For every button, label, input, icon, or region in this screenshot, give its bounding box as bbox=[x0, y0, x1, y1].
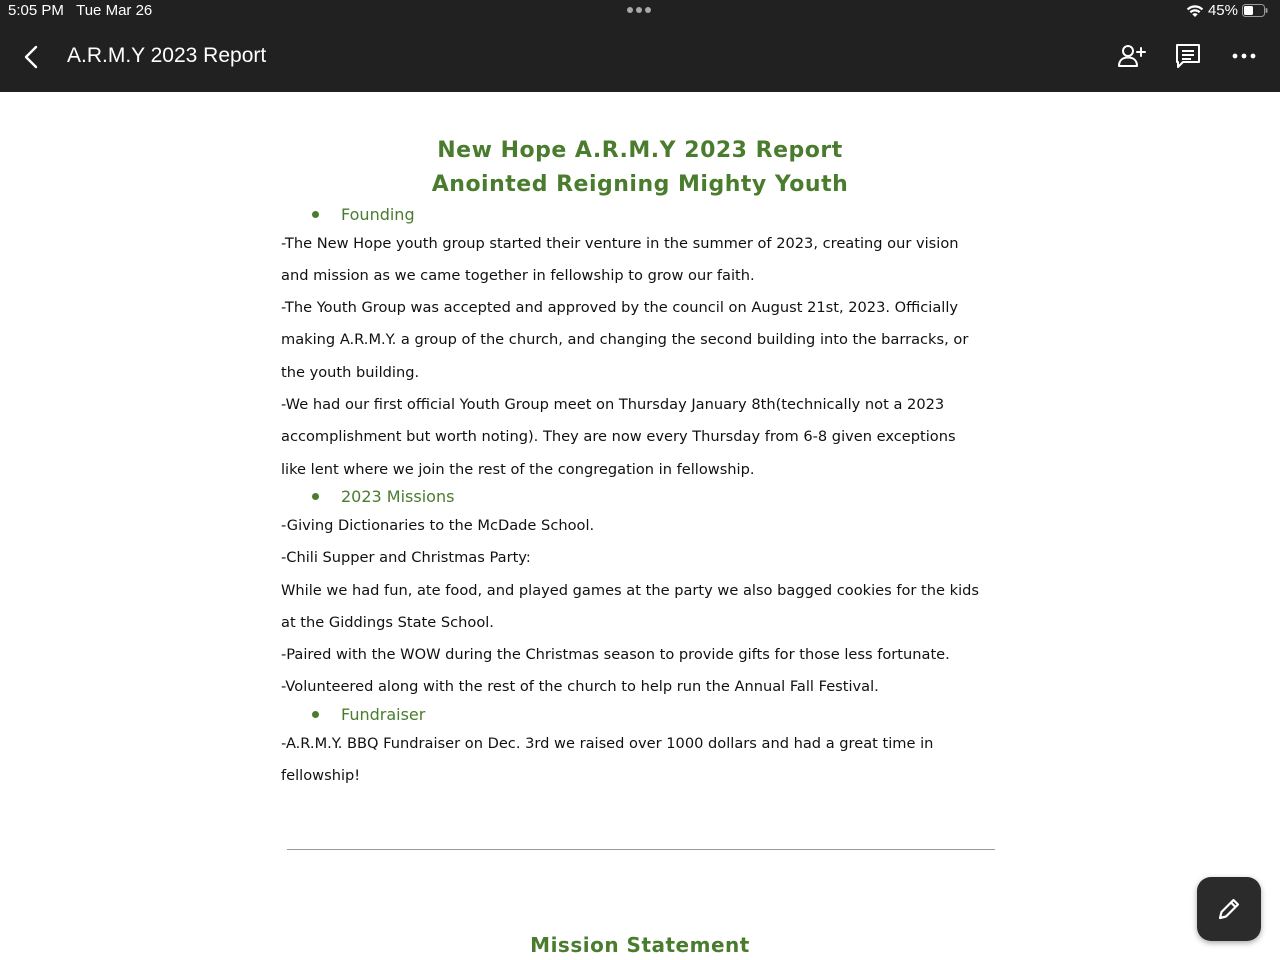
body-line: -Giving Dictionaries to the McDade School. bbox=[281, 517, 595, 534]
back-icon[interactable] bbox=[20, 43, 44, 71]
battery-percent: 45% bbox=[1207, 2, 1238, 19]
multitasking-dots-icon[interactable] bbox=[627, 7, 651, 13]
body-line: While we had fun, ate food, and played games at the party we also bagged cookies for the kids bbox=[281, 582, 980, 599]
status-clock: 5:05 PM bbox=[8, 2, 64, 19]
report-subtitle: Anointed Reigning Mighty Youth bbox=[431, 172, 849, 197]
section-heading-fundraiser bbox=[312, 705, 425, 724]
app-header bbox=[0, 0, 1280, 92]
body-line: fellowship! bbox=[281, 767, 361, 784]
body-line: -The Youth Group was accepted and approved by the council on August 21st, 2023. Officially bbox=[281, 299, 959, 316]
page-break-divider bbox=[287, 849, 995, 850]
document-title: A.R.M.Y 2023 Report bbox=[67, 44, 267, 67]
body-line: -Volunteered along with the rest of the church to help run the Annual Fall Festival. bbox=[281, 678, 879, 695]
pencil-icon bbox=[1214, 894, 1244, 924]
section-heading-label: Fundraiser bbox=[341, 705, 426, 724]
body-line: at the Giddings State School. bbox=[281, 614, 494, 631]
bullet-icon bbox=[312, 711, 319, 718]
body-line: making A.R.M.Y. a group of the church, and changing the second building into the barracks, or bbox=[281, 331, 969, 348]
comment-icon bbox=[1174, 42, 1202, 70]
add-person-button[interactable] bbox=[1116, 40, 1148, 72]
section-heading-founding bbox=[312, 205, 415, 224]
body-line: -We had our first official Youth Group meet on Thursday January 8th(technically not a 2023 bbox=[281, 396, 945, 413]
section-heading-label: 2023 Missions bbox=[341, 487, 455, 506]
more-icon bbox=[1232, 52, 1256, 60]
body-line: -Paired with the WOW during the Christmas season to provide gifts for those less fortunate. bbox=[281, 646, 950, 663]
body-line: accomplishment but worth noting). They are now every Thursday from 6-8 given exceptions bbox=[281, 428, 956, 445]
document-page[interactable] bbox=[0, 92, 1280, 960]
status-time bbox=[8, 2, 152, 19]
body-line: the youth building. bbox=[281, 364, 420, 381]
section-heading-label: Founding bbox=[341, 205, 415, 224]
section-heading-missions bbox=[312, 487, 454, 506]
more-options-button[interactable] bbox=[1228, 40, 1260, 72]
comments-button[interactable] bbox=[1172, 40, 1204, 72]
body-line: -A.R.M.Y. BBQ Fundraiser on Dec. 3rd we raised over 1000 dollars and had a great time in bbox=[281, 735, 934, 752]
body-line: like lent where we join the rest of the congregation in fellowship. bbox=[281, 461, 755, 478]
battery-icon bbox=[1242, 4, 1268, 17]
header-actions bbox=[1116, 40, 1260, 72]
add-person-icon bbox=[1117, 43, 1147, 69]
edit-button[interactable] bbox=[1197, 877, 1261, 941]
body-line: -Chili Supper and Christmas Party: bbox=[281, 549, 531, 566]
wifi-icon bbox=[1186, 4, 1204, 18]
bullet-icon bbox=[312, 493, 319, 500]
status-date: Tue Mar 26 bbox=[76, 2, 153, 19]
body-line: -The New Hope youth group started their venture in the summer of 2023, creating our vision bbox=[281, 235, 959, 252]
report-title: New Hope A.R.M.Y 2023 Report bbox=[437, 138, 843, 163]
bullet-icon bbox=[312, 211, 319, 218]
mission-statement-heading: Mission Statement bbox=[530, 933, 750, 957]
body-line: and mission as we came together in fellowship to grow our faith. bbox=[281, 267, 755, 284]
status-indicators bbox=[1186, 2, 1268, 19]
